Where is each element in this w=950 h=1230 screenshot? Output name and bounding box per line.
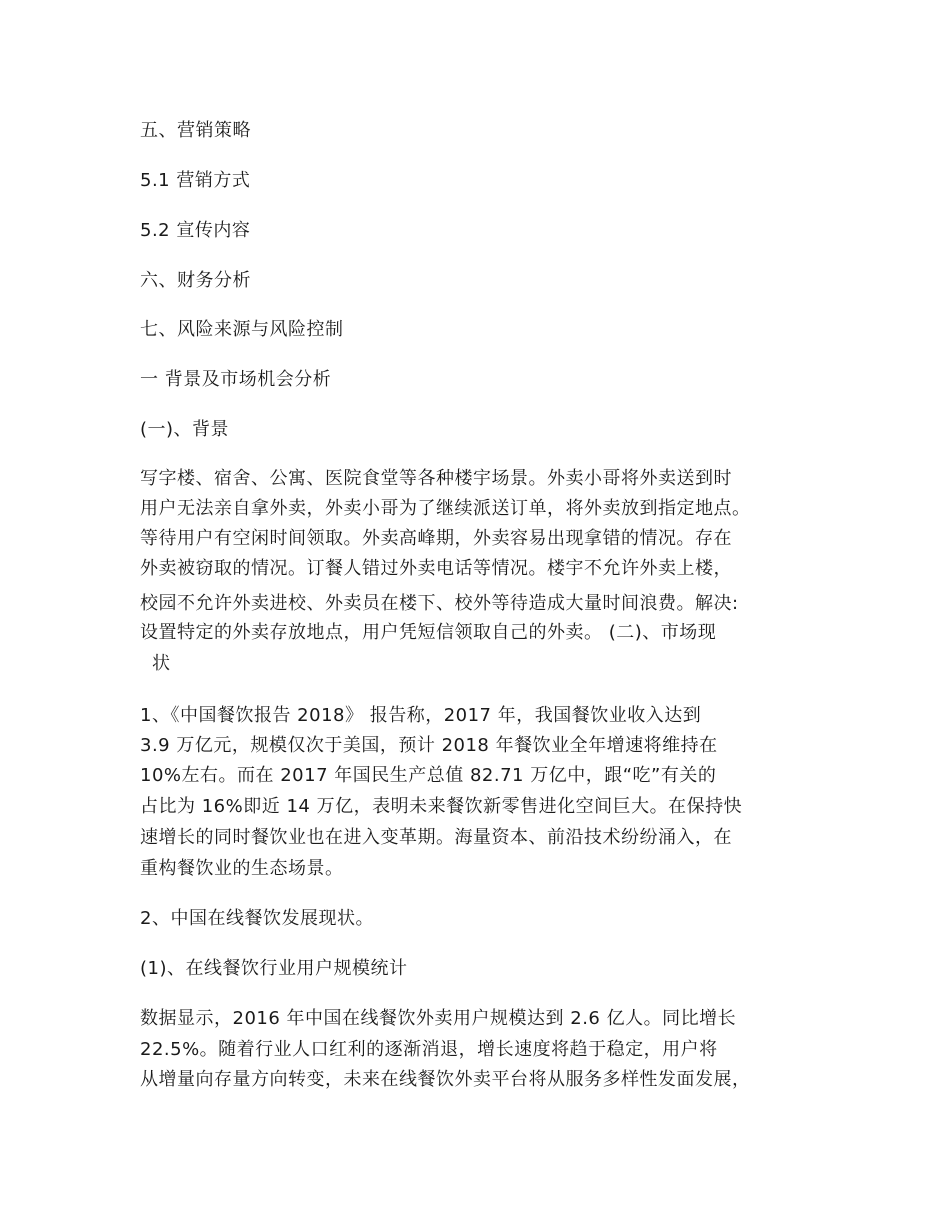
- paragraph-line: 用户无法亲自拿外卖，外卖小哥为了继续派送订单，将外卖放到指定地点。: [140, 498, 751, 519]
- heading-risk-control: 七、风险来源与风险控制: [140, 319, 344, 340]
- heading-online-dining-status: 2、中国在线餐饮发展现状。: [140, 908, 374, 929]
- heading-financial-analysis: 六、财务分析: [140, 270, 251, 291]
- heading-user-scale: (1)、在线餐饮行业用户规模统计: [140, 958, 408, 979]
- heading-promotion-content: 5.2 宣传内容: [140, 220, 251, 241]
- paragraph-line: 重构餐饮业的生态场景。: [140, 858, 344, 879]
- paragraph-line: 状: [152, 653, 171, 674]
- paragraph-line: 校园不允许外卖进校、外卖员在楼下、校外等待造成大量时间浪费。解决:: [140, 593, 739, 614]
- paragraph-line: 占比为 16%即近 14 万亿，表明未来餐饮新零售进化空间巨大。在保持快: [140, 796, 743, 817]
- paragraph-line: 22.5%。随着行业人口红利的逐渐消退，增长速度将趋于稳定，用户将: [140, 1039, 718, 1060]
- heading-marketing-strategy: 五、营销策略: [140, 120, 251, 141]
- paragraph-line: 写字楼、宿舍、公寓、医院食堂等各种楼宇场景。外卖小哥将外卖送到时: [140, 468, 732, 489]
- paragraph-line: 等待用户有空闲时间领取。外卖高峰期，外卖容易出现拿错的情况。存在: [140, 528, 732, 549]
- heading-marketing-methods: 5.1 营销方式: [140, 170, 251, 191]
- paragraph-line: 设置特定的外卖存放地点，用户凭短信领取自己的外卖。 (二)、市场现: [140, 622, 717, 643]
- heading-background-market: 一 背景及市场机会分析: [140, 369, 332, 390]
- paragraph-line: 速增长的同时餐饮业也在进入变革期。海量资本、前沿技术纷纷涌入，在: [140, 827, 732, 848]
- paragraph-line: 数据显示，2016 年中国在线餐饮外卖用户规模达到 2.6 亿人。同比增长: [140, 1008, 737, 1029]
- paragraph-line: 外卖被窃取的情况。订餐人错过外卖电话等情况。楼宇不允许外卖上楼，: [140, 558, 732, 579]
- paragraph-line: 10%左右。而在 2017 年国民生产总值 82.71 万亿中，跟“吃”有关的: [140, 765, 717, 786]
- heading-background: (一)、背景: [140, 419, 230, 440]
- paragraph-line: 从增量向存量方向转变，未来在线餐饮外卖平台将从服务多样性发面发展，: [140, 1069, 751, 1090]
- paragraph-line: 3.9 万亿元，规模仅次于美国，预计 2018 年餐饮业全年增速将维持在: [140, 735, 718, 756]
- paragraph-line: 1、《中国餐饮报告 2018》 报告称，2017 年，我国餐饮业收入达到: [140, 705, 702, 726]
